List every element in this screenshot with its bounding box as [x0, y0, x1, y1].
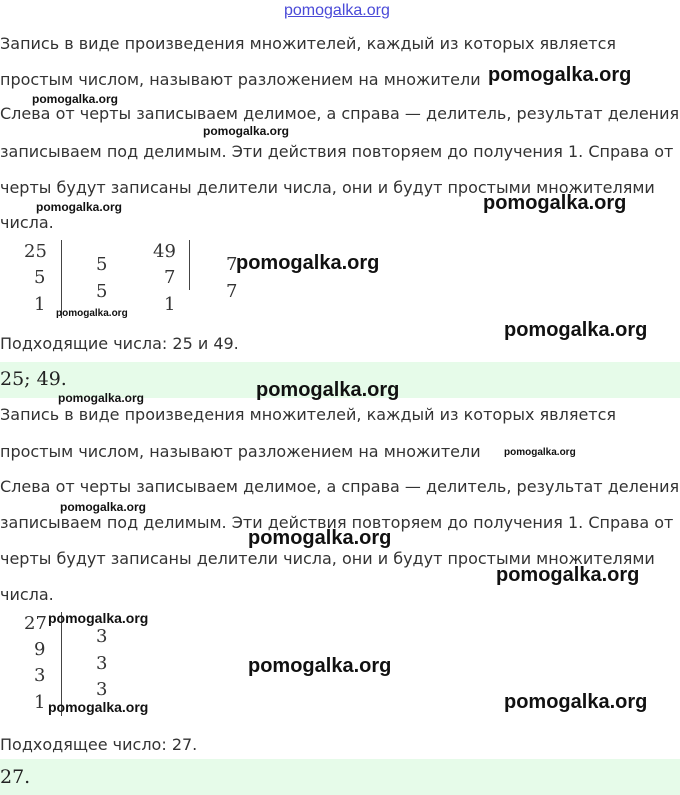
rule-line: черты будут записаны делители числа, они и будут простыми множителями	[0, 178, 655, 197]
answer-bar	[0, 759, 680, 795]
watermark: pomogalka.org	[496, 564, 640, 586]
watermark: pomogalka.org	[203, 124, 290, 138]
rule-line: Слева от черты записываем делимое, а справа — делитель, результат деления	[0, 104, 680, 123]
watermark: pomogalka.org	[504, 691, 648, 713]
division-bar	[189, 240, 190, 290]
watermark: pomogalka.org	[48, 610, 149, 626]
definition-line: простым числом, называют разложением на множители	[0, 442, 481, 461]
answer-text: 25; 49.	[0, 368, 67, 390]
definition-line: простым числом, называют разложением на множители	[0, 70, 481, 89]
watermark: pomogalka.org	[256, 379, 400, 401]
watermark: pomogalka.org	[488, 64, 632, 86]
watermark: pomogalka.org	[60, 500, 147, 514]
watermark: pomogalka.org	[48, 699, 149, 715]
divisor: 5	[96, 254, 108, 275]
rule-line: черты будут записаны делители числа, они и будут простыми множителями	[0, 549, 655, 568]
divisor: 7	[226, 254, 238, 275]
watermark: pomogalka.org	[56, 308, 128, 319]
watermark: pomogalka.org	[32, 92, 119, 106]
dividend: 1	[34, 692, 46, 713]
answer-text: 27.	[0, 766, 31, 788]
dividend: 25	[24, 241, 47, 262]
divisor: 7	[226, 281, 238, 302]
divisor: 3	[96, 626, 108, 647]
definition-line: Запись в виде произведения множителей, каждый из которых является	[0, 34, 617, 53]
dividend: 5	[34, 267, 46, 288]
rule-line: записываем под делимым. Эти действия повторяем до получения 1. Справа от	[0, 142, 674, 161]
divisor: 5	[96, 281, 108, 302]
watermark: pomogalka.org	[248, 655, 392, 677]
dividend: 27	[24, 613, 47, 634]
watermark-top[interactable]: pomogalka.org	[284, 2, 390, 19]
dividend: 49	[153, 241, 176, 262]
division-bar	[61, 240, 62, 318]
watermark: pomogalka.org	[248, 527, 392, 549]
divisor: 3	[96, 653, 108, 674]
rule-line: числа.	[0, 213, 54, 232]
conclusion-text: Подходящие числа: 25 и 49.	[0, 334, 239, 353]
dividend: 3	[34, 665, 46, 686]
watermark: pomogalka.org	[483, 192, 627, 214]
dividend: 9	[34, 639, 46, 660]
watermark: pomogalka.org	[58, 391, 145, 405]
definition-line: Запись в виде произведения множителей, каждый из которых является	[0, 405, 617, 424]
dividend: 7	[164, 267, 176, 288]
watermark: pomogalka.org	[504, 447, 576, 458]
divisor: 3	[96, 679, 108, 700]
conclusion-text: Подходящее число: 27.	[0, 735, 198, 754]
rule-line: записываем под делимым. Эти действия повторяем до получения 1. Справа от	[0, 513, 674, 532]
dividend: 1	[34, 294, 46, 315]
dividend: 1	[164, 294, 176, 315]
rule-line: числа.	[0, 585, 54, 604]
watermark: pomogalka.org	[504, 319, 648, 341]
watermark: pomogalka.org	[236, 252, 380, 274]
rule-line: Слева от черты записываем делимое, а справа — делитель, результат деления	[0, 477, 680, 496]
watermark: pomogalka.org	[36, 200, 123, 214]
